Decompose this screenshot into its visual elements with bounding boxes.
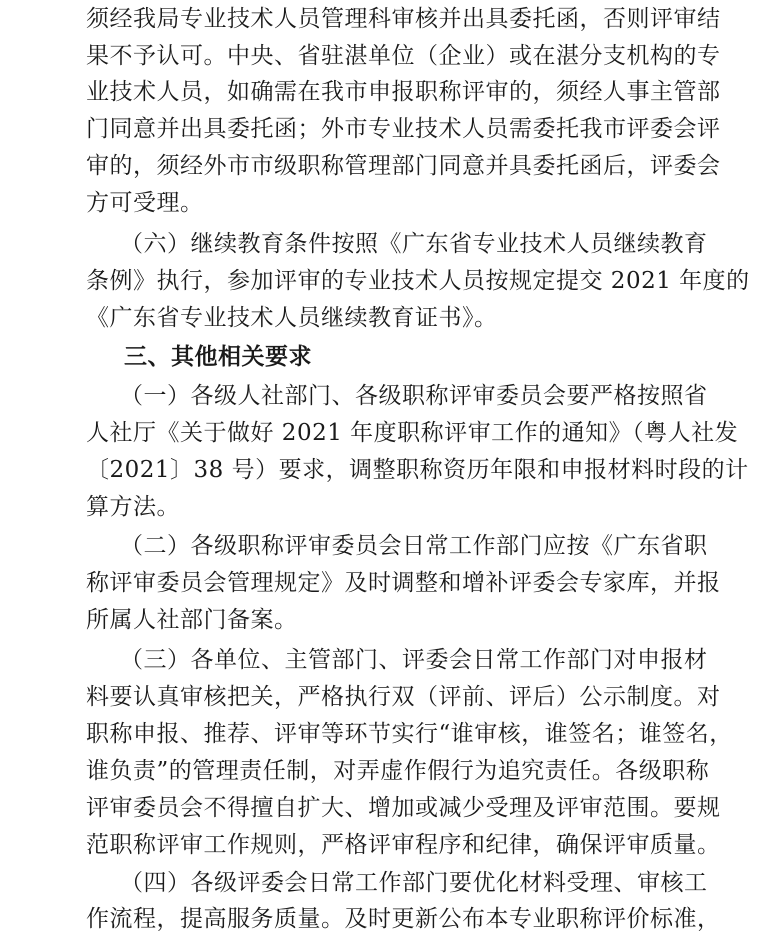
text-line: 谁负责”的管理责任制，对弄虚作假行为追究责任。各级职称: [86, 758, 710, 784]
text-line: 《广东省专业技术人员继续教育证书》。: [86, 305, 498, 331]
section-heading: 三、其他相关要求: [124, 344, 312, 370]
paragraph-first-line: （一）各级人社部门、各级职称评审委员会要严格按照省: [120, 383, 708, 409]
text-line: 〔2021〕38 号）要求，调整职称资历年限和申报材料时段的计: [86, 457, 749, 483]
text-line: 范职称评审工作规则，严格评审程序和纪律，确保评审质量。: [86, 832, 721, 858]
text-line: 审的，须经外市市级职称管理部门同意并具委托函后，评委会: [86, 153, 721, 179]
paragraph-first-line: （二）各级职称评审委员会日常工作部门应按《广东省职: [120, 533, 708, 559]
text-line: 所属人社部门备案。: [86, 607, 298, 633]
text-line: 评审委员会不得擅自扩大、增加或减少受理及评审范围。要规: [86, 795, 721, 821]
text-line: 算方法。: [86, 494, 180, 520]
text-line: 门同意并出具委托函；外市专业技术人员需委托我市评委会评: [86, 116, 721, 142]
paragraph-first-line: （四）各级评委会日常工作部门要优化材料受理、审核工: [120, 870, 708, 896]
text-line: 果不予认可。中央、省驻湛单位（企业）或在湛分支机构的专: [86, 43, 721, 69]
text-line: 人社厅《关于做好 2021 年度职称评审工作的通知》（粤人社发: [86, 420, 739, 446]
text-line: 称评审委员会管理规定》及时调整和增补评委会专家库，并报: [86, 570, 721, 596]
text-line: 职称申报、推荐、评审等环节实行“谁审核，谁签名；谁签名，: [86, 721, 733, 747]
text-line: 业技术人员，如确需在我市申报职称评审的，须经人事主管部: [86, 79, 721, 105]
text-line: 须经我局专业技术人员管理科审核并出具委托函，否则评审结: [86, 6, 721, 32]
text-line: 方可受理。: [86, 190, 204, 216]
text-line: 条例》执行，参加评审的专业技术人员按规定提交 2021 年度的: [86, 268, 750, 294]
text-line: 作流程，提高服务质量。及时更新公布本专业职称评价标准，: [86, 906, 721, 932]
text-line: 料要认真审核把关，严格执行双（评前、评后）公示制度。对: [86, 684, 721, 710]
paragraph-first-line: （六）继续教育条件按照《广东省专业技术人员继续教育: [120, 231, 708, 257]
paragraph-first-line: （三）各单位、主管部门、评委会日常工作部门对申报材: [120, 647, 708, 673]
